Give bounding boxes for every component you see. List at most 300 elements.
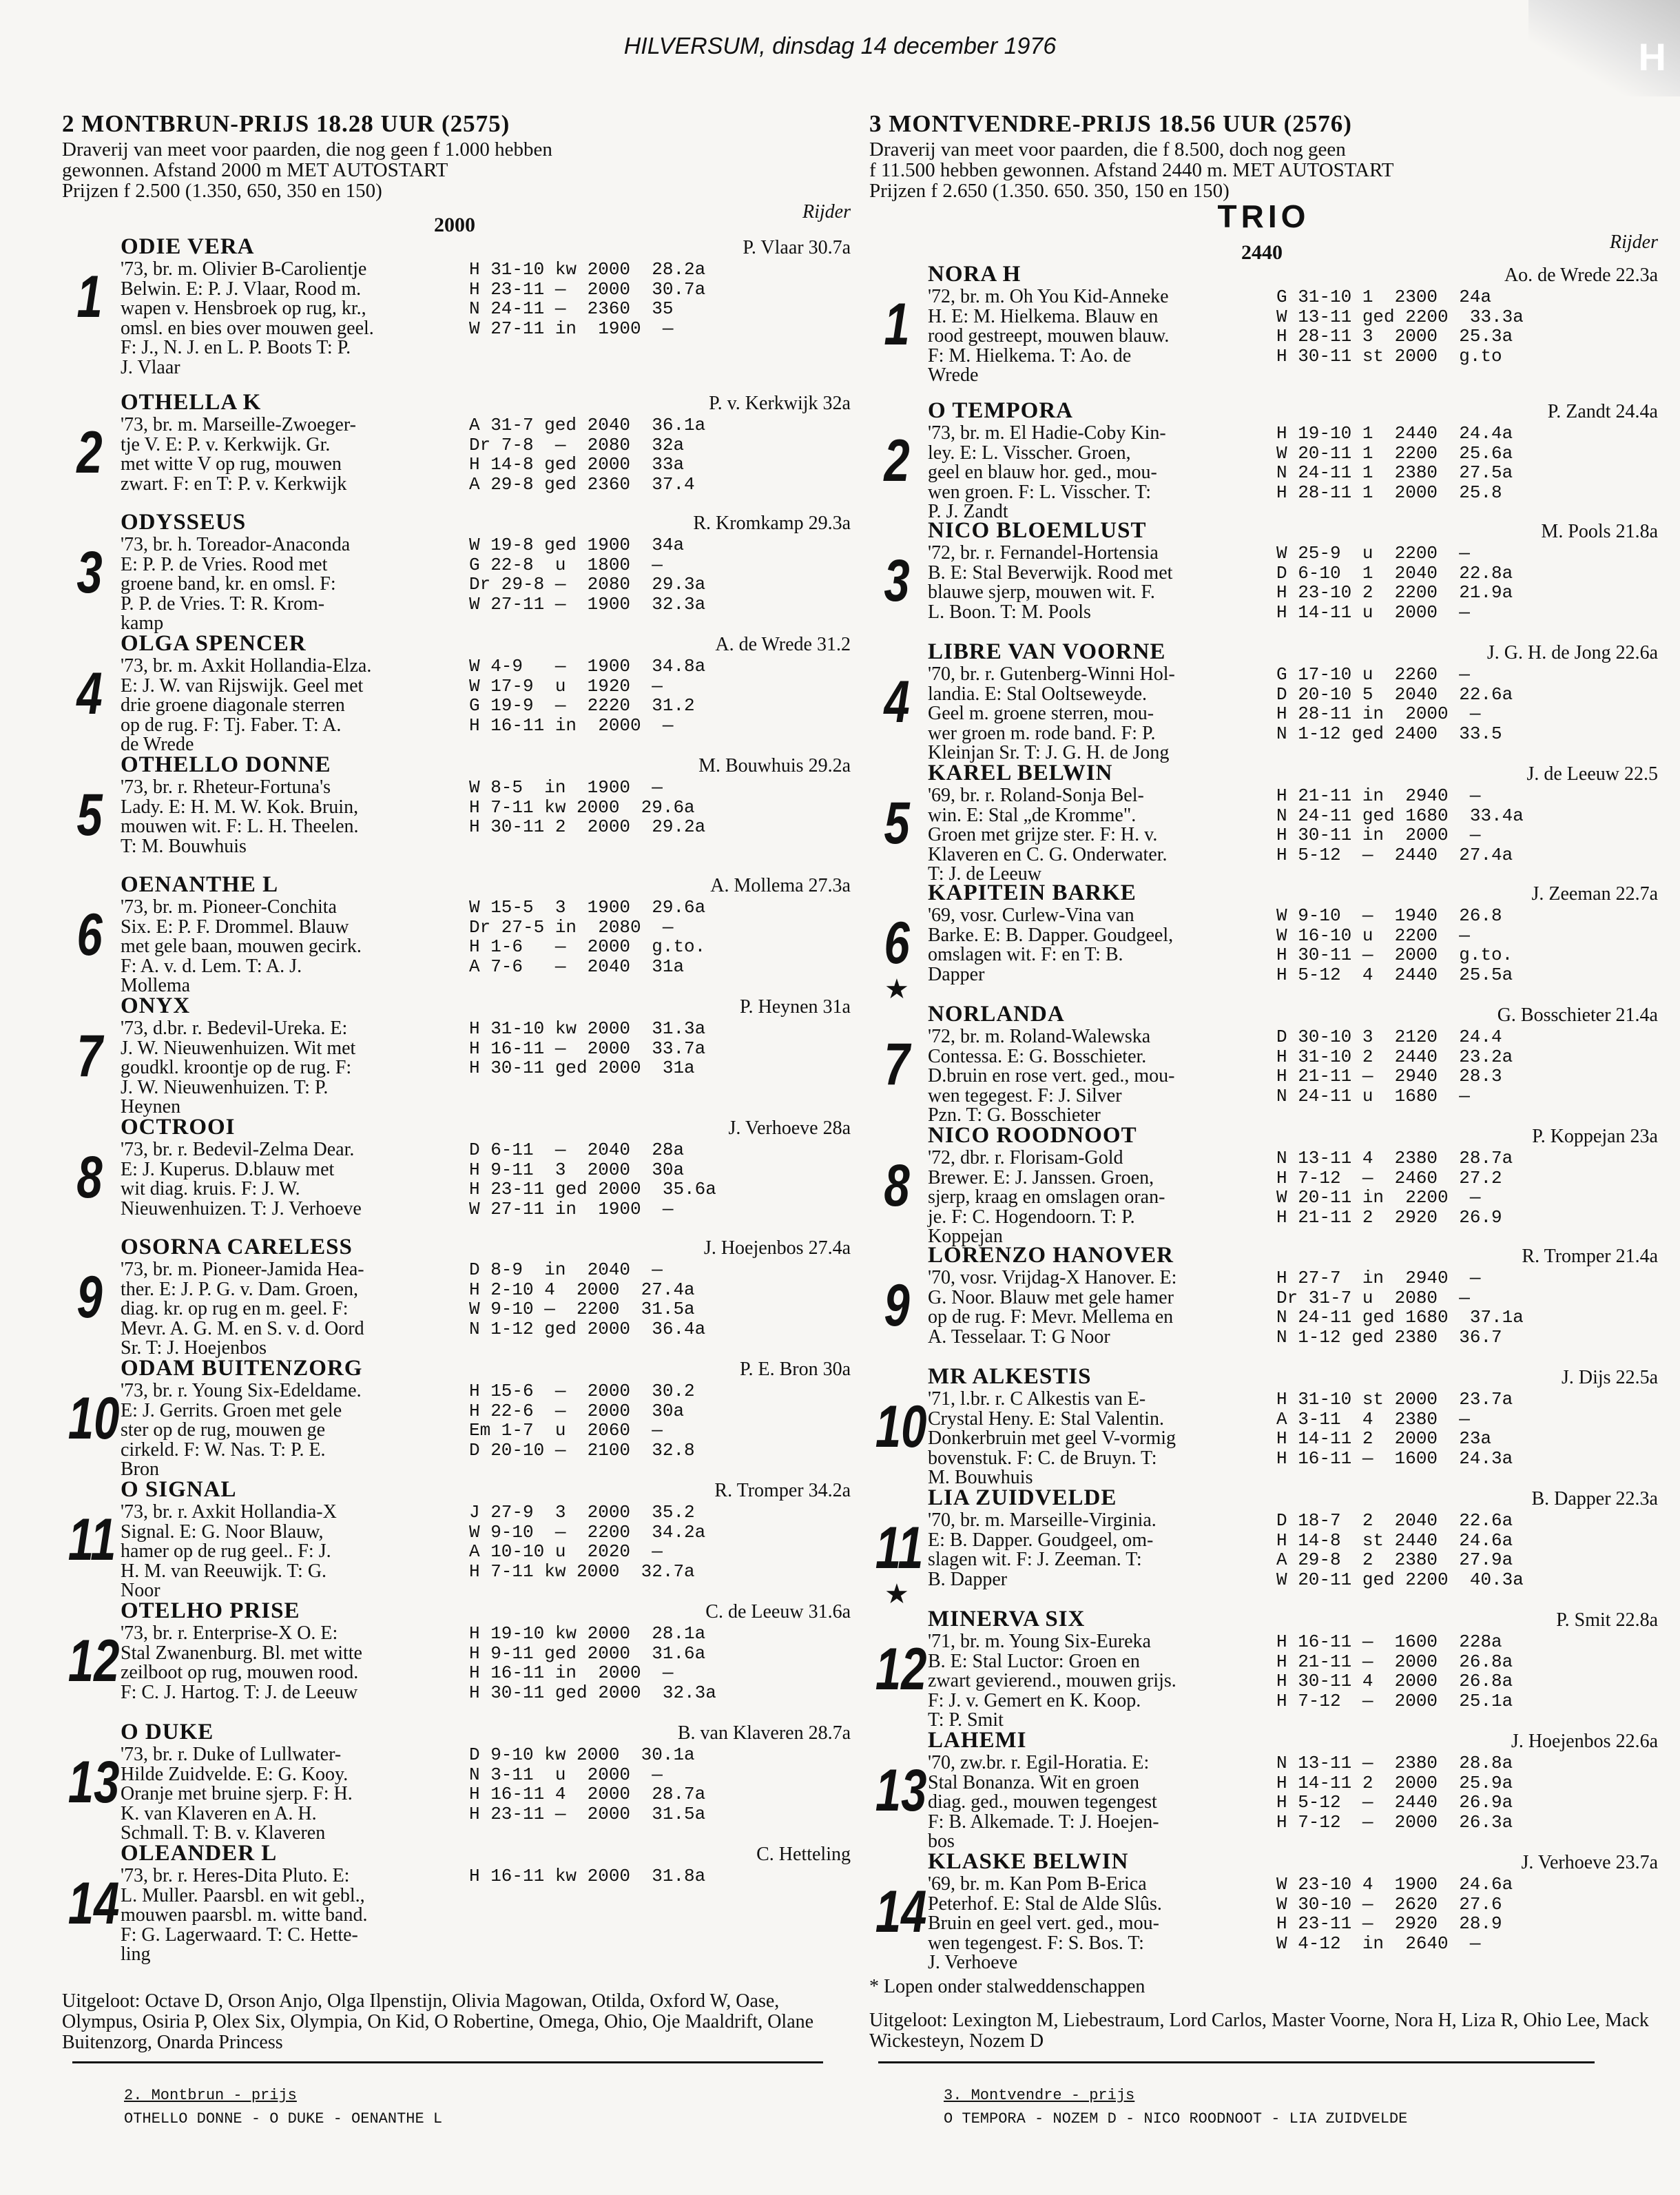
- start-number: 4: [884, 669, 910, 735]
- start-number: 9: [884, 1272, 910, 1339]
- description-line: op de rug. F: Tj. Faber. T: A.: [121, 714, 342, 736]
- form-line: H 23-11 — 2000 30.7a: [469, 278, 706, 300]
- description-line: Lady. E: H. M. W. Kok. Bruin,: [121, 796, 359, 818]
- horse-headline: [121, 752, 851, 778]
- horse-name: OTELHO PRISE: [121, 1598, 300, 1623]
- horse-headline: [121, 1115, 851, 1140]
- horse-headline: [121, 1477, 851, 1503]
- form-line: W 16-10 u 2200 —: [1276, 925, 1470, 946]
- horse-description: [121, 1503, 465, 1601]
- description-line: Klaveren en C. G. Onderwater.: [928, 843, 1168, 865]
- form-record: [1276, 287, 1524, 386]
- form-line: N 24-11 — 2360 35: [469, 298, 674, 319]
- description-line: F: G. Lagerwaard. T: C. Hette-: [121, 1924, 358, 1946]
- result-box-race-3: [944, 2084, 1407, 2131]
- horse-details: [121, 1381, 851, 1480]
- horse-headline: [928, 1123, 1658, 1148]
- description-line: zeilboot op rug, mouwen rood.: [121, 1662, 359, 1683]
- horse-headline: [928, 761, 1658, 786]
- form-line: H 7-12 — 2000 26.3a: [1276, 1811, 1513, 1833]
- form-line: H 1-6 — 2000 g.to.: [469, 936, 706, 957]
- form-record: [469, 778, 705, 856]
- horse-description: [928, 287, 1272, 386]
- driver-name: M. Bouwhuis 29.2a: [698, 755, 851, 776]
- description-line: kamp: [121, 612, 164, 634]
- horse-entry: [869, 1485, 1658, 1610]
- description-line: Crystal Heny. E: Stal Valentin.: [928, 1408, 1164, 1430]
- description-line: A. Tesselaar. T: G Noor: [928, 1326, 1110, 1348]
- description-line: wen tegengest. F: S. Bos. T:: [928, 1932, 1144, 1954]
- form-line: Dr 27-5 in 2080 —: [469, 916, 674, 938]
- race-3-column: [869, 110, 1658, 2052]
- form-line: N 24-11 ged 1680 37.1a: [1276, 1307, 1524, 1328]
- form-record: [1276, 1390, 1513, 1488]
- description-line: H. E: M. Hielkema. Blauw en: [928, 305, 1159, 327]
- description-line: Belwin. E: P. J. Vlaar, Rood m.: [121, 278, 362, 300]
- driver-name: A. de Wrede 31.2: [715, 634, 851, 655]
- description-line: wapen v. Hensbroek op rug, kr.,: [121, 298, 366, 319]
- start-number: 10: [875, 1394, 927, 1460]
- form-line: H 19-10 1 2440 24.4a: [1276, 423, 1513, 444]
- form-record: [1276, 1511, 1524, 1589]
- horse-headline: [121, 631, 851, 657]
- form-line: A 29-8 ged 2360 37.4: [469, 473, 695, 495]
- description-line: '70, zw.br. r. Egil-Horatia. E:: [928, 1752, 1150, 1773]
- description-line: F: M. Hielkema. T: Ao. de: [928, 344, 1132, 367]
- form-line: Em 1-7 u 2060 —: [469, 1420, 663, 1441]
- description-line: met witte V op rug, mouwen: [121, 453, 342, 475]
- driver-name: C. de Leeuw 31.6a: [705, 1601, 851, 1622]
- form-record: [469, 898, 705, 996]
- form-line: H 31-10 st 2000 23.7a: [1276, 1389, 1513, 1410]
- horse-headline: [928, 1485, 1658, 1511]
- description-line: Pzn. T: G. Bosschieter: [928, 1104, 1101, 1126]
- driver-name: P. Smit 22.8a: [1556, 1609, 1658, 1631]
- horse-description: [121, 898, 465, 996]
- description-line: rood gestreept, mouwen blauw.: [928, 325, 1170, 347]
- horse-headline: [121, 234, 851, 260]
- form-line: H 14-11 2 2000 23a: [1276, 1428, 1492, 1449]
- form-record: [469, 657, 705, 755]
- horse-description: [928, 1390, 1272, 1488]
- horse-details: [928, 1632, 1658, 1731]
- description-line: '73, br. r. Heres-Dita Pluto. E:: [121, 1865, 350, 1886]
- form-line: H 9-11 3 2000 30a: [469, 1159, 685, 1180]
- horse-entry: [869, 639, 1658, 761]
- race-2-column: [62, 110, 851, 2053]
- horse-headline: [121, 1235, 851, 1260]
- horse-name: MINERVA SIX: [928, 1607, 1086, 1631]
- star-icon: ★: [884, 973, 909, 1005]
- horse-name: NICO BLOEMLUST: [928, 518, 1147, 543]
- description-line: bovenstuk. F: C. de Bruyn. T:: [928, 1447, 1157, 1469]
- description-line: Bron: [121, 1459, 159, 1480]
- description-line: '69, br. m. Kan Pom B-Erica: [928, 1873, 1147, 1895]
- description-line: P. P. de Vries. T: R. Krom-: [121, 592, 325, 615]
- form-record: [469, 260, 705, 378]
- horse-description: [121, 1140, 465, 1219]
- horse-headline: [928, 518, 1658, 544]
- horse-name: O DUKE: [121, 1720, 214, 1744]
- description-line: Donkerbruin met geel V-vormig: [928, 1428, 1176, 1449]
- description-line: slagen wit. F: J. Zeeman. T:: [928, 1549, 1142, 1570]
- description-line: zwart gevierend., mouwen grijs.: [928, 1670, 1176, 1691]
- horse-name: OLEANDER L: [121, 1841, 278, 1866]
- description-line: F: A. v. d. Lem. T: A. J.: [121, 955, 302, 977]
- description-line: L. Muller. Paarsbl. en wit gebl.,: [121, 1884, 365, 1906]
- description-line: H. M. van Reeuwijk. T: G.: [121, 1560, 327, 1582]
- form-line: H 27-7 in 2940 —: [1276, 1268, 1481, 1288]
- uitgeloot-list: Uitgeloot: Octave D, Orson Anjo, Olga Ilpenstijn, Olivia Magowan, Otilda, Oxford W, Oase, Olympus, Osiria P, Olex Six, Olympia, On Kid, O Robertine, Omega, Ohio, Oje Maaldrift, Olane Buitenzorg, Onarda Princess: [62, 1990, 814, 2053]
- horse-description: [121, 657, 465, 755]
- driver-name: P. Koppejan 23a: [1532, 1126, 1658, 1147]
- description-line: wen groen. F: L. Visscher. T:: [928, 481, 1152, 503]
- horse-description: [121, 1381, 465, 1480]
- horse-description: [928, 665, 1272, 763]
- form-line: Dr 31-7 u 2080 —: [1276, 1287, 1470, 1308]
- result-title: 3. Montvendre - prijs: [944, 2087, 1135, 2104]
- description-line: hamer op de rug geel.. F: J.: [121, 1540, 331, 1562]
- start-number: 1: [884, 291, 910, 358]
- form-record: [1276, 1753, 1513, 1852]
- form-line: N 13-11 4 2380 28.7a: [1276, 1148, 1513, 1168]
- race-distance: 2000: [434, 214, 475, 236]
- description-line: J. W. Nieuwenhuizen. Wit met: [121, 1037, 356, 1059]
- race-desc-line: Prijzen f 2.650 (1.350. 650. 350, 150 en 150): [869, 180, 1230, 202]
- description-line: B. E: Stal Beverwijk. Rood met: [928, 561, 1173, 584]
- horse-name: OCTROOI: [121, 1115, 236, 1140]
- description-line: T: M. Bouwhuis: [121, 835, 247, 857]
- horse-entry: [62, 752, 851, 872]
- form-line: W 30-10 — 2620 27.6: [1276, 1893, 1502, 1915]
- horse-name: KLASKE BELWIN: [928, 1849, 1129, 1874]
- horse-details: [121, 657, 851, 755]
- race-title: 3 MONTVENDRE-PRIJS 18.56 UUR (2576): [869, 110, 1352, 137]
- start-number: 8: [76, 1144, 103, 1210]
- horse-name: OTHELLA K: [121, 390, 262, 415]
- driver-name: J. Hoejenbos 22.6a: [1511, 1731, 1658, 1752]
- description-line: omsl. en bies over mouwen geel.: [121, 317, 374, 339]
- description-line: wen tegegest. F: J. Silver: [928, 1084, 1122, 1106]
- horse-name: OENANTHE L: [121, 872, 279, 897]
- horse-description: [121, 1260, 465, 1359]
- horse-details: [121, 898, 851, 996]
- description-line: G. Noor. Blauw met gele hamer: [928, 1286, 1174, 1308]
- description-line: E: J. W. van Rijswijk. Geel met: [121, 674, 364, 697]
- description-line: T: J. de Leeuw: [928, 863, 1041, 885]
- description-line: E: P. P. de Vries. Rood met: [121, 553, 328, 575]
- description-line: E: J. Gerrits. Groen met gele: [121, 1399, 342, 1421]
- horse-description: [121, 535, 465, 634]
- description-line: B. E: Stal Luctor: Groen en: [928, 1650, 1140, 1672]
- form-line: H 30-11 in 2000 —: [1276, 825, 1481, 845]
- driver-name: P. Vlaar 30.7a: [743, 237, 851, 258]
- form-line: H 30-11 ged 2000 31a: [469, 1058, 695, 1078]
- form-record: [1276, 1632, 1513, 1731]
- description-line: '73, br. h. Toreador-Anaconda: [121, 534, 351, 555]
- description-line: E: J. Kuperus. D.blauw met: [121, 1158, 335, 1180]
- start-number: 14: [875, 1879, 927, 1945]
- start-number: 5: [884, 790, 910, 856]
- start-number: 11: [68, 1507, 116, 1573]
- description-line: '73, br. r. Rheteur-Fortuna's: [121, 776, 331, 798]
- race-title: 2 MONTBRUN-PRIJS 18.28 UUR (2575): [62, 110, 510, 137]
- horse-details: [121, 1866, 851, 1965]
- trio-label: TRIO: [1217, 198, 1310, 234]
- description-line: mouwen wit. F: L. H. Theelen.: [121, 816, 359, 837]
- form-line: H 16-11 — 2000 33.7a: [469, 1038, 706, 1059]
- start-number: 6: [76, 902, 103, 968]
- horse-entry: [62, 1235, 851, 1359]
- form-line: H 7-12 — 2000 25.1a: [1276, 1690, 1513, 1711]
- description-line: L. Boon. T: M. Pools: [928, 601, 1091, 623]
- form-record: [1276, 1875, 1513, 1973]
- result-title: 2. Montbrun - prijs: [124, 2087, 297, 2104]
- form-line: H 14-11 2 2000 25.9a: [1276, 1772, 1513, 1793]
- description-line: J. Verhoeve: [928, 1952, 1018, 1973]
- form-line: H 16-11 — 1600 24.3a: [1276, 1447, 1513, 1469]
- form-line: W 9-10 — 2200 34.2a: [469, 1521, 706, 1543]
- form-line: A 31-7 ged 2040 36.1a: [469, 415, 706, 435]
- horse-name: ODAM BUITENZORG: [121, 1356, 363, 1381]
- horse-description: [928, 424, 1272, 522]
- start-number: 6: [884, 910, 910, 976]
- form-line: H 30-11 st 2000 g.to: [1276, 345, 1502, 367]
- form-line: N 13-11 — 2380 28.8a: [1276, 1753, 1513, 1773]
- page-header: HILVERSUM, dinsdag 14 december 1976: [623, 33, 1057, 59]
- start-number: 14: [68, 1871, 120, 1937]
- horse-details: [121, 1503, 851, 1601]
- description-line: '70, br. m. Marseille-Virginia.: [928, 1509, 1157, 1531]
- form-line: H 23-11 — 2000 31.5a: [469, 1803, 706, 1824]
- horse-name: ODIE VERA: [121, 234, 255, 259]
- horse-description: [928, 1268, 1272, 1347]
- start-number: 5: [76, 782, 103, 848]
- form-record: [469, 535, 705, 634]
- race-desc-line: Prijzen f 2.500 (1.350, 650, 350 en 150): [62, 180, 382, 202]
- driver-name: R. Tromper 21.4a: [1522, 1246, 1658, 1267]
- race-description: [62, 139, 851, 201]
- horse-details: [121, 1140, 851, 1219]
- description-line: '73, br. m. El Hadie-Coby Kin-: [928, 422, 1166, 444]
- description-line: '71, l.br. r. C Alkestis van E-: [928, 1388, 1146, 1410]
- horse-details: [928, 1390, 1658, 1488]
- horse-details: [121, 535, 851, 634]
- description-line: Kleinjan Sr. T: J. G. H. de Jong: [928, 742, 1170, 763]
- description-line: op de rug. F: Mevr. Mellema en: [928, 1306, 1174, 1328]
- form-line: A 3-11 4 2380 —: [1276, 1408, 1470, 1430]
- description-line: '69, vosr. Curlew-Vina van: [928, 905, 1134, 926]
- description-line: Dapper: [928, 963, 985, 985]
- horse-entry: [869, 1123, 1658, 1247]
- start-number: 7: [884, 1031, 910, 1098]
- form-line: D 8-9 in 2040 —: [469, 1259, 663, 1280]
- horse-entry: [62, 1477, 851, 1601]
- description-line: Six. E: P. F. Drommel. Blauw: [121, 916, 349, 938]
- driver-name: J. Dijs 22.5a: [1562, 1367, 1658, 1388]
- horse-entry: [869, 1607, 1658, 1731]
- form-line: A 10-10 u 2020 —: [469, 1541, 663, 1562]
- driver-name: P. Heynen 31a: [740, 996, 851, 1018]
- horse-headline: [121, 390, 851, 415]
- driver-name: C. Hetteling: [756, 1844, 851, 1865]
- rijder-label: Rijder: [802, 201, 851, 223]
- horse-details: [121, 778, 851, 856]
- form-line: H 19-10 kw 2000 28.1a: [469, 1623, 706, 1644]
- description-line: T: P. Smit: [928, 1709, 1004, 1731]
- description-line: ley. E: L. Visscher. Groen,: [928, 442, 1131, 464]
- driver-name: A. Mollema 27.3a: [710, 875, 851, 896]
- form-line: W 17-9 u 1920 —: [469, 675, 663, 697]
- horse-details: [928, 544, 1658, 622]
- description-line: bos: [928, 1831, 955, 1852]
- form-line: D 20-10 5 2040 22.6a: [1276, 683, 1513, 705]
- horse-entry: [62, 1115, 851, 1235]
- start-number: 3: [76, 539, 103, 606]
- form-line: G 22-8 u 1800 —: [469, 554, 663, 575]
- driver-name: R. Tromper 34.2a: [714, 1480, 851, 1501]
- form-line: H 21-11 2 2920 26.9: [1276, 1206, 1502, 1228]
- form-line: D 18-7 2 2040 22.6a: [1276, 1510, 1513, 1531]
- horse-headline: [928, 639, 1658, 665]
- form-record: [469, 415, 705, 494]
- form-line: G 17-10 u 2260 —: [1276, 664, 1470, 685]
- description-line: Signal. E: G. Noor Blauw,: [121, 1521, 324, 1543]
- description-line: F: J., N. J. en L. P. Boots T: P.: [121, 337, 351, 358]
- form-line: N 24-11 1 2380 27.5a: [1276, 462, 1513, 483]
- start-number: 7: [76, 1023, 103, 1089]
- horse-entry: [62, 1720, 851, 1844]
- form-line: H 14-8 st 2440 24.6a: [1276, 1529, 1513, 1551]
- horse-details: [121, 1624, 851, 1702]
- form-record: [1276, 906, 1513, 985]
- description-line: Koppejan: [928, 1226, 1003, 1247]
- horse-name: NORLANDA: [928, 1002, 1065, 1027]
- form-line: Dr 7-8 — 2080 32a: [469, 434, 685, 455]
- description-line: F: B. Alkemade. T: J. Hoejen-: [928, 1811, 1159, 1833]
- horse-entry: [62, 234, 851, 390]
- description-line: goudkl. kroontje op de rug. F:: [121, 1057, 352, 1078]
- horse-entry: [62, 631, 851, 755]
- start-number: 9: [76, 1264, 103, 1330]
- start-number: 10: [68, 1385, 120, 1452]
- driver-name: B. Dapper 22.3a: [1531, 1488, 1658, 1509]
- horse-details: [928, 424, 1658, 522]
- description-line: J. W. Nieuwenhuizen. T: P.: [121, 1076, 329, 1098]
- description-line: Stal Zwanenburg. Bl. met witte: [121, 1642, 362, 1664]
- form-line: H 28-11 in 2000 —: [1276, 703, 1481, 724]
- description-line: '73, br. r. Young Six-Edeldame.: [121, 1380, 362, 1401]
- horse-headline: [121, 510, 851, 535]
- rijder-label: Rijder: [1610, 231, 1658, 253]
- start-number: 11: [875, 1515, 924, 1581]
- description-line: '72, br. m. Roland-Walewska: [928, 1026, 1151, 1047]
- horse-details: [928, 1511, 1658, 1589]
- form-record: [469, 1624, 716, 1702]
- form-line: H 16-11 in 2000 —: [469, 1662, 674, 1683]
- horse-details: [121, 415, 851, 494]
- horse-headline: [928, 398, 1658, 424]
- horse-description: [928, 906, 1272, 985]
- form-line: H 5-12 — 2440 27.4a: [1276, 844, 1513, 865]
- form-record: [1276, 1148, 1513, 1247]
- form-line: H 23-10 2 2200 21.9a: [1276, 582, 1513, 603]
- race-distance: 2440: [1241, 241, 1283, 264]
- rijder-row: [869, 231, 1658, 264]
- horse-name: KAREL BELWIN: [928, 761, 1113, 785]
- form-line: H 31-10 kw 2000 31.3a: [469, 1018, 706, 1039]
- form-line: G 31-10 1 2300 24a: [1276, 287, 1492, 307]
- description-line: Mevr. A. G. M. en S. v. d. Oord: [121, 1317, 364, 1339]
- form-line: H 15-6 — 2000 30.2: [469, 1381, 695, 1401]
- description-line: met gele baan, mouwen gecirk.: [121, 936, 362, 957]
- description-line: '73, br. r. Enterprise-X O. E:: [121, 1622, 338, 1644]
- form-line: A 7-6 — 2040 31a: [469, 956, 685, 977]
- horse-details: [121, 1019, 851, 1117]
- horse-name: NORA H: [928, 262, 1022, 287]
- horse-description: [928, 1632, 1272, 1731]
- horse-entries: [869, 262, 1658, 1973]
- form-record: [469, 1381, 695, 1480]
- description-line: Peterhof. E: Stal de Alde Slûs.: [928, 1893, 1162, 1915]
- horse-details: [121, 260, 851, 378]
- form-line: H 16-11 kw 2000 31.8a: [469, 1866, 706, 1886]
- form-line: H 22-6 — 2000 30a: [469, 1400, 685, 1421]
- form-line: H 23-11 ged 2000 35.6a: [469, 1179, 716, 1199]
- form-line: H 21-11 — 2000 26.8a: [1276, 1651, 1513, 1672]
- description-line: mouwen paarsbl. m. witte band.: [121, 1904, 368, 1926]
- description-line: de Wrede: [121, 734, 194, 755]
- form-line: D 6-11 — 2040 28a: [469, 1140, 685, 1160]
- form-line: D 20-10 — 2100 32.8: [469, 1439, 695, 1461]
- start-number: 8: [884, 1153, 910, 1219]
- horse-details: [928, 906, 1658, 985]
- horse-entries: [62, 234, 851, 1979]
- description-line: win. E: Stal „de Kromme".: [928, 804, 1137, 826]
- horse-headline: [121, 1598, 851, 1624]
- horse-name: O SIGNAL: [121, 1477, 237, 1502]
- description-line: J. Vlaar: [121, 356, 180, 378]
- form-line: W 25-9 u 2200 —: [1276, 543, 1470, 564]
- description-line: E: B. Dapper. Goudgeel, om-: [928, 1529, 1154, 1551]
- start-number: 2: [884, 428, 910, 494]
- form-line: N 1-12 ged 2400 33.5: [1276, 723, 1502, 744]
- race-desc-line: f 11.500 hebben gewonnen. Afstand 2440 m. MET AUTOSTART: [869, 159, 1394, 181]
- form-line: W 9-10 — 2200 31.5a: [469, 1299, 695, 1319]
- description-line: Contessa. E: G. Bosschieter.: [928, 1045, 1147, 1067]
- rijder-row: [62, 201, 851, 236]
- horse-name: LAHEMI: [928, 1728, 1027, 1753]
- horse-headline: [928, 262, 1658, 287]
- description-line: F: C. J. Hartog. T: J. de Leeuw: [121, 1681, 358, 1703]
- description-line: Stal Bonanza. Wit en groen: [928, 1771, 1140, 1793]
- description-line: Oranje met bruine sjerp. F: H.: [121, 1783, 353, 1804]
- corner-letter: H: [1638, 35, 1666, 79]
- form-line: W 27-11 — 1900 32.3a: [469, 593, 706, 615]
- horse-headline: [928, 1243, 1658, 1268]
- form-line: H 30-11 2 2000 29.2a: [469, 816, 706, 837]
- description-line: omslagen wit. F: en T: B.: [928, 944, 1123, 965]
- horse-name: LIA ZUIDVELDE: [928, 1485, 1117, 1510]
- horse-entry: [869, 1243, 1658, 1364]
- description-line: Barke. E: B. Dapper. Goudgeel,: [928, 924, 1174, 946]
- description-line: geel en blauw hor. ged., mou-: [928, 462, 1157, 483]
- form-line: H 7-12 — 2460 27.2: [1276, 1167, 1502, 1188]
- form-line: W 27-11 in 1900 —: [469, 318, 674, 339]
- horse-description: [928, 544, 1272, 622]
- description-line: zwart. F: en T: P. v. Kerkwijk: [121, 473, 347, 495]
- description-line: sjerp, kraag en omslagen oran-: [928, 1186, 1165, 1208]
